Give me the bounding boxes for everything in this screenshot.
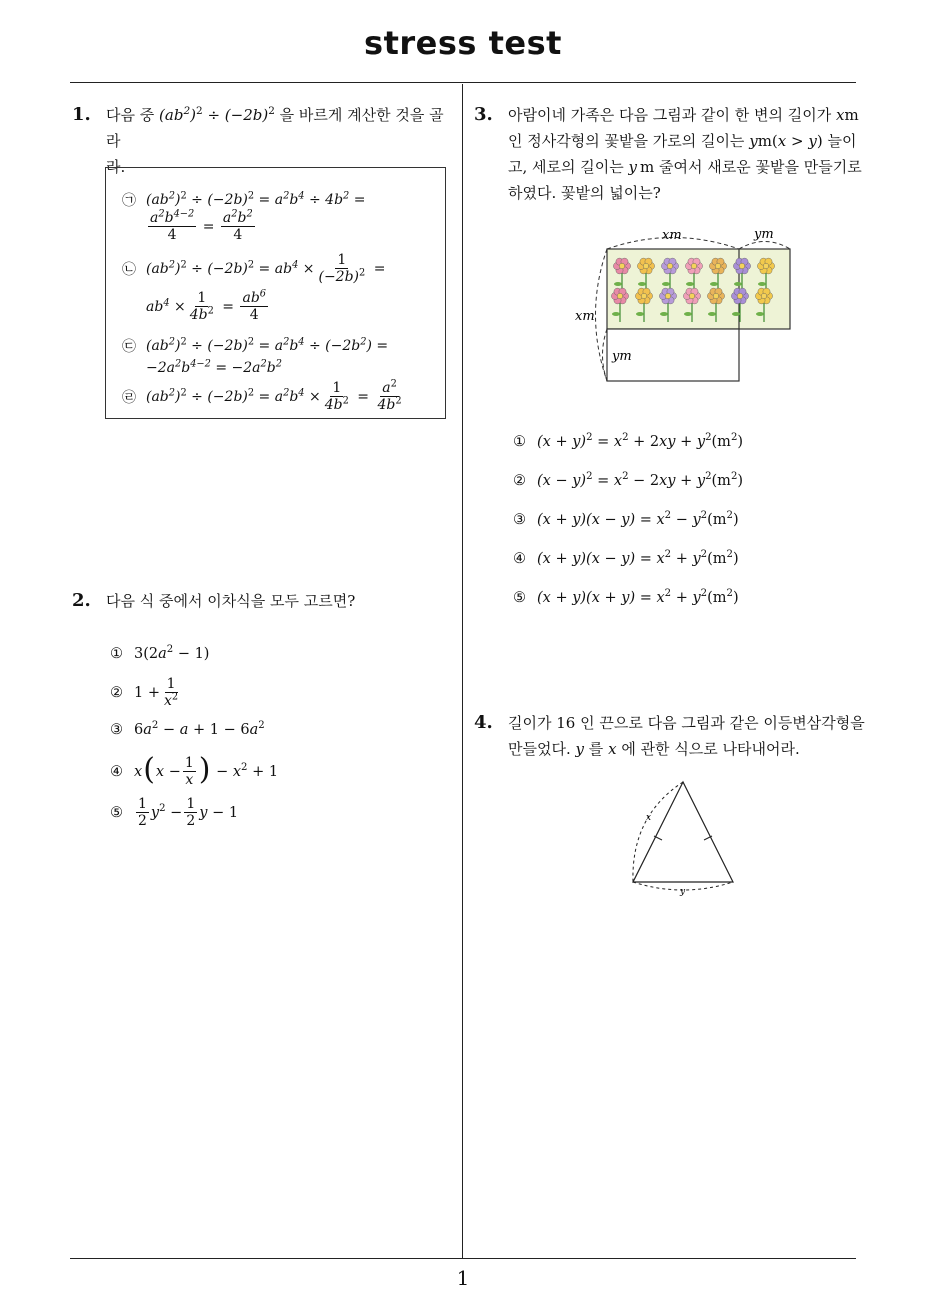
- q1-option-3-line2: $-2a^2b^{4-2} = -2a^2b^2$: [146, 358, 282, 376]
- q2-choice-3[interactable]: ③ $6a^2 - a + 1 - 6a^2$: [110, 720, 265, 738]
- q3-choice-5[interactable]: ⑤ $(x + y)(x + y) = x^2 + y^2(m^2)$: [513, 588, 739, 606]
- choice-marker: ⑤: [110, 804, 123, 821]
- option-marker: ㉢: [122, 339, 136, 355]
- q2-number: 2.: [72, 590, 91, 611]
- q2-choice-2[interactable]: ② 1 + $\frac{1}{x^2}$: [110, 676, 179, 709]
- q2-text: 다음 식 중에서 이차식을 모두 고르면?: [106, 592, 356, 610]
- page-title: stress test: [364, 24, 562, 62]
- q4-text: 길이가 16 인 끈으로 다음 그림과 같은 이등변삼각형을 만들었다. y 를 x 에 관한 식으로 나타내어라.: [508, 714, 865, 758]
- q2-choice-1[interactable]: ① $3(2a^2 - 1)$: [110, 644, 210, 662]
- label-top-x: xm: [662, 228, 682, 243]
- q1-text-c: 라.: [106, 158, 126, 176]
- q4-triangle-figure: [625, 776, 745, 900]
- q1-option-1-line2: $\frac{a^2b^{4-2}}{4}$ = $\frac{a^2b^2}{4}$: [150, 208, 253, 243]
- option-marker: ㉡: [122, 261, 136, 278]
- choice-marker: ③: [110, 722, 123, 738]
- q3-line4: 하였다. 꽃밭의 넓이는?: [508, 184, 661, 202]
- q1-option-3: ㉢ $(ab^2)^2 \div (-2b)^2 = a^2b^4 \div (-2b^2)$ =: [122, 336, 389, 355]
- top-y-arc: [739, 242, 790, 250]
- q4-line2-a: 만들었다.: [508, 740, 571, 758]
- footer-rule: [70, 1258, 856, 1259]
- q3-line3: 고, 세로의 길이는: [508, 158, 624, 176]
- q3-line1-unit: m: [844, 106, 859, 124]
- q4-line1: 길이가 16 인 끈으로 다음 그림과 같은 이등변삼각형을: [508, 714, 865, 732]
- label-base-y: y: [680, 887, 686, 897]
- q2-choice-5[interactable]: ⑤ $\frac{1}{2}$ $y^2$ − $\frac{1}{2}$ y − 1: [110, 796, 239, 829]
- q1-option-4: ㉣ $(ab^2)^2 \div (-2b)^2 = a^2b^4$ × $\frac{1}{4b^2}$ = $\frac{a^2}{4b^2}$: [122, 378, 402, 413]
- choice-marker: ④: [110, 763, 123, 780]
- q3-choice-2[interactable]: ② $(x - y)^2 = x^2 - 2xy + y^2(m^2)$: [513, 471, 744, 489]
- q1-text: 다음 중 $(ab^2)^2 \div (-2b)^2$ 을 바르게 계산한 것을 골라 라.: [106, 105, 444, 176]
- q3-line3-end: m 줄여서 새로운 꽃밭을 만들기로: [640, 158, 862, 176]
- page-number: 1: [456, 1266, 470, 1290]
- choice-marker: ④: [513, 551, 526, 567]
- q3-line1: 아람이네 가족은 다음 그림과 같이 한 변의 길이가: [508, 106, 832, 124]
- column-divider: [462, 84, 463, 1258]
- q2-choice-4[interactable]: ④ x ( x − $\frac{1}{x}$ ) − $x^2 + 1$: [110, 752, 279, 788]
- q1-number: 1.: [72, 104, 91, 125]
- q3-line2-end: ) 늘이: [816, 132, 857, 150]
- q1-option-2: ㉡ $(ab^2)^2 \div (-2b)^2 = ab^4$ × $\frac{1}{(-2b)^2}$ =: [122, 252, 386, 285]
- q4-line2-b: 를: [588, 740, 604, 758]
- q1-options-box: [105, 167, 446, 419]
- q1-option-2-line2: $ab^4$ × $\frac{1}{4b^2}$ = $\frac{ab^6}{4}$: [146, 288, 267, 323]
- choice-marker: ⑤: [513, 590, 526, 606]
- q3-choice-1[interactable]: ① $(x + y)^2 = x^2 + 2xy + y^2(m^2)$: [513, 432, 744, 450]
- choice-marker: ①: [513, 434, 526, 450]
- choice-marker: ①: [110, 646, 123, 662]
- header-rule: [70, 82, 856, 83]
- choice-marker: ②: [110, 684, 123, 701]
- left-x-arc: [596, 249, 608, 381]
- label-left-y: ym: [612, 349, 632, 364]
- q3-choice-3[interactable]: ③ $(x + y)(x - y) = x^2 - y^2(m^2)$: [513, 510, 739, 528]
- q3-text: 아람이네 가족은 다음 그림과 같이 한 변의 길이가 xm 인 정사각형의 꽃밭을 가로의 길이는 ym(x > y) 늘이 고, 세로의 길이는 y m 줄여서 새로운 꽃밭을 만들기로 하였다. 꽃밭의 넓이는?: [508, 106, 862, 202]
- q3-line2-unit: m(: [757, 132, 778, 150]
- left-y-arc: [603, 329, 608, 381]
- q1-text-b: 을 바르게 계산한 것을 골라: [106, 106, 444, 150]
- q3-garden-figure: [570, 222, 805, 387]
- option-marker: ㉠: [122, 193, 136, 209]
- q3-line2: 인 정사각형의 꽃밭을 가로의 길이는: [508, 132, 745, 150]
- isosceles-triangle: [633, 782, 733, 882]
- q4-number: 4.: [474, 712, 493, 733]
- q3-number: 3.: [474, 104, 493, 125]
- q4-line2-c: 에 관한 식으로 나타내어라.: [621, 740, 800, 758]
- label-side-x: x: [646, 813, 652, 823]
- option-marker: ㉣: [122, 389, 136, 406]
- choice-marker: ②: [513, 473, 526, 489]
- q1-option-1: ㉠ $(ab^2)^2 \div (-2b)^2 = a^2b^4 \div 4b^2$ =: [122, 190, 366, 209]
- q1-text-a: 다음 중: [106, 106, 155, 124]
- label-top-y: ym: [754, 227, 774, 242]
- q3-choice-4[interactable]: ④ $(x + y)(x - y) = x^2 + y^2(m^2)$: [513, 549, 739, 567]
- choice-marker: ③: [513, 512, 526, 528]
- label-left-x: xm: [575, 309, 595, 324]
